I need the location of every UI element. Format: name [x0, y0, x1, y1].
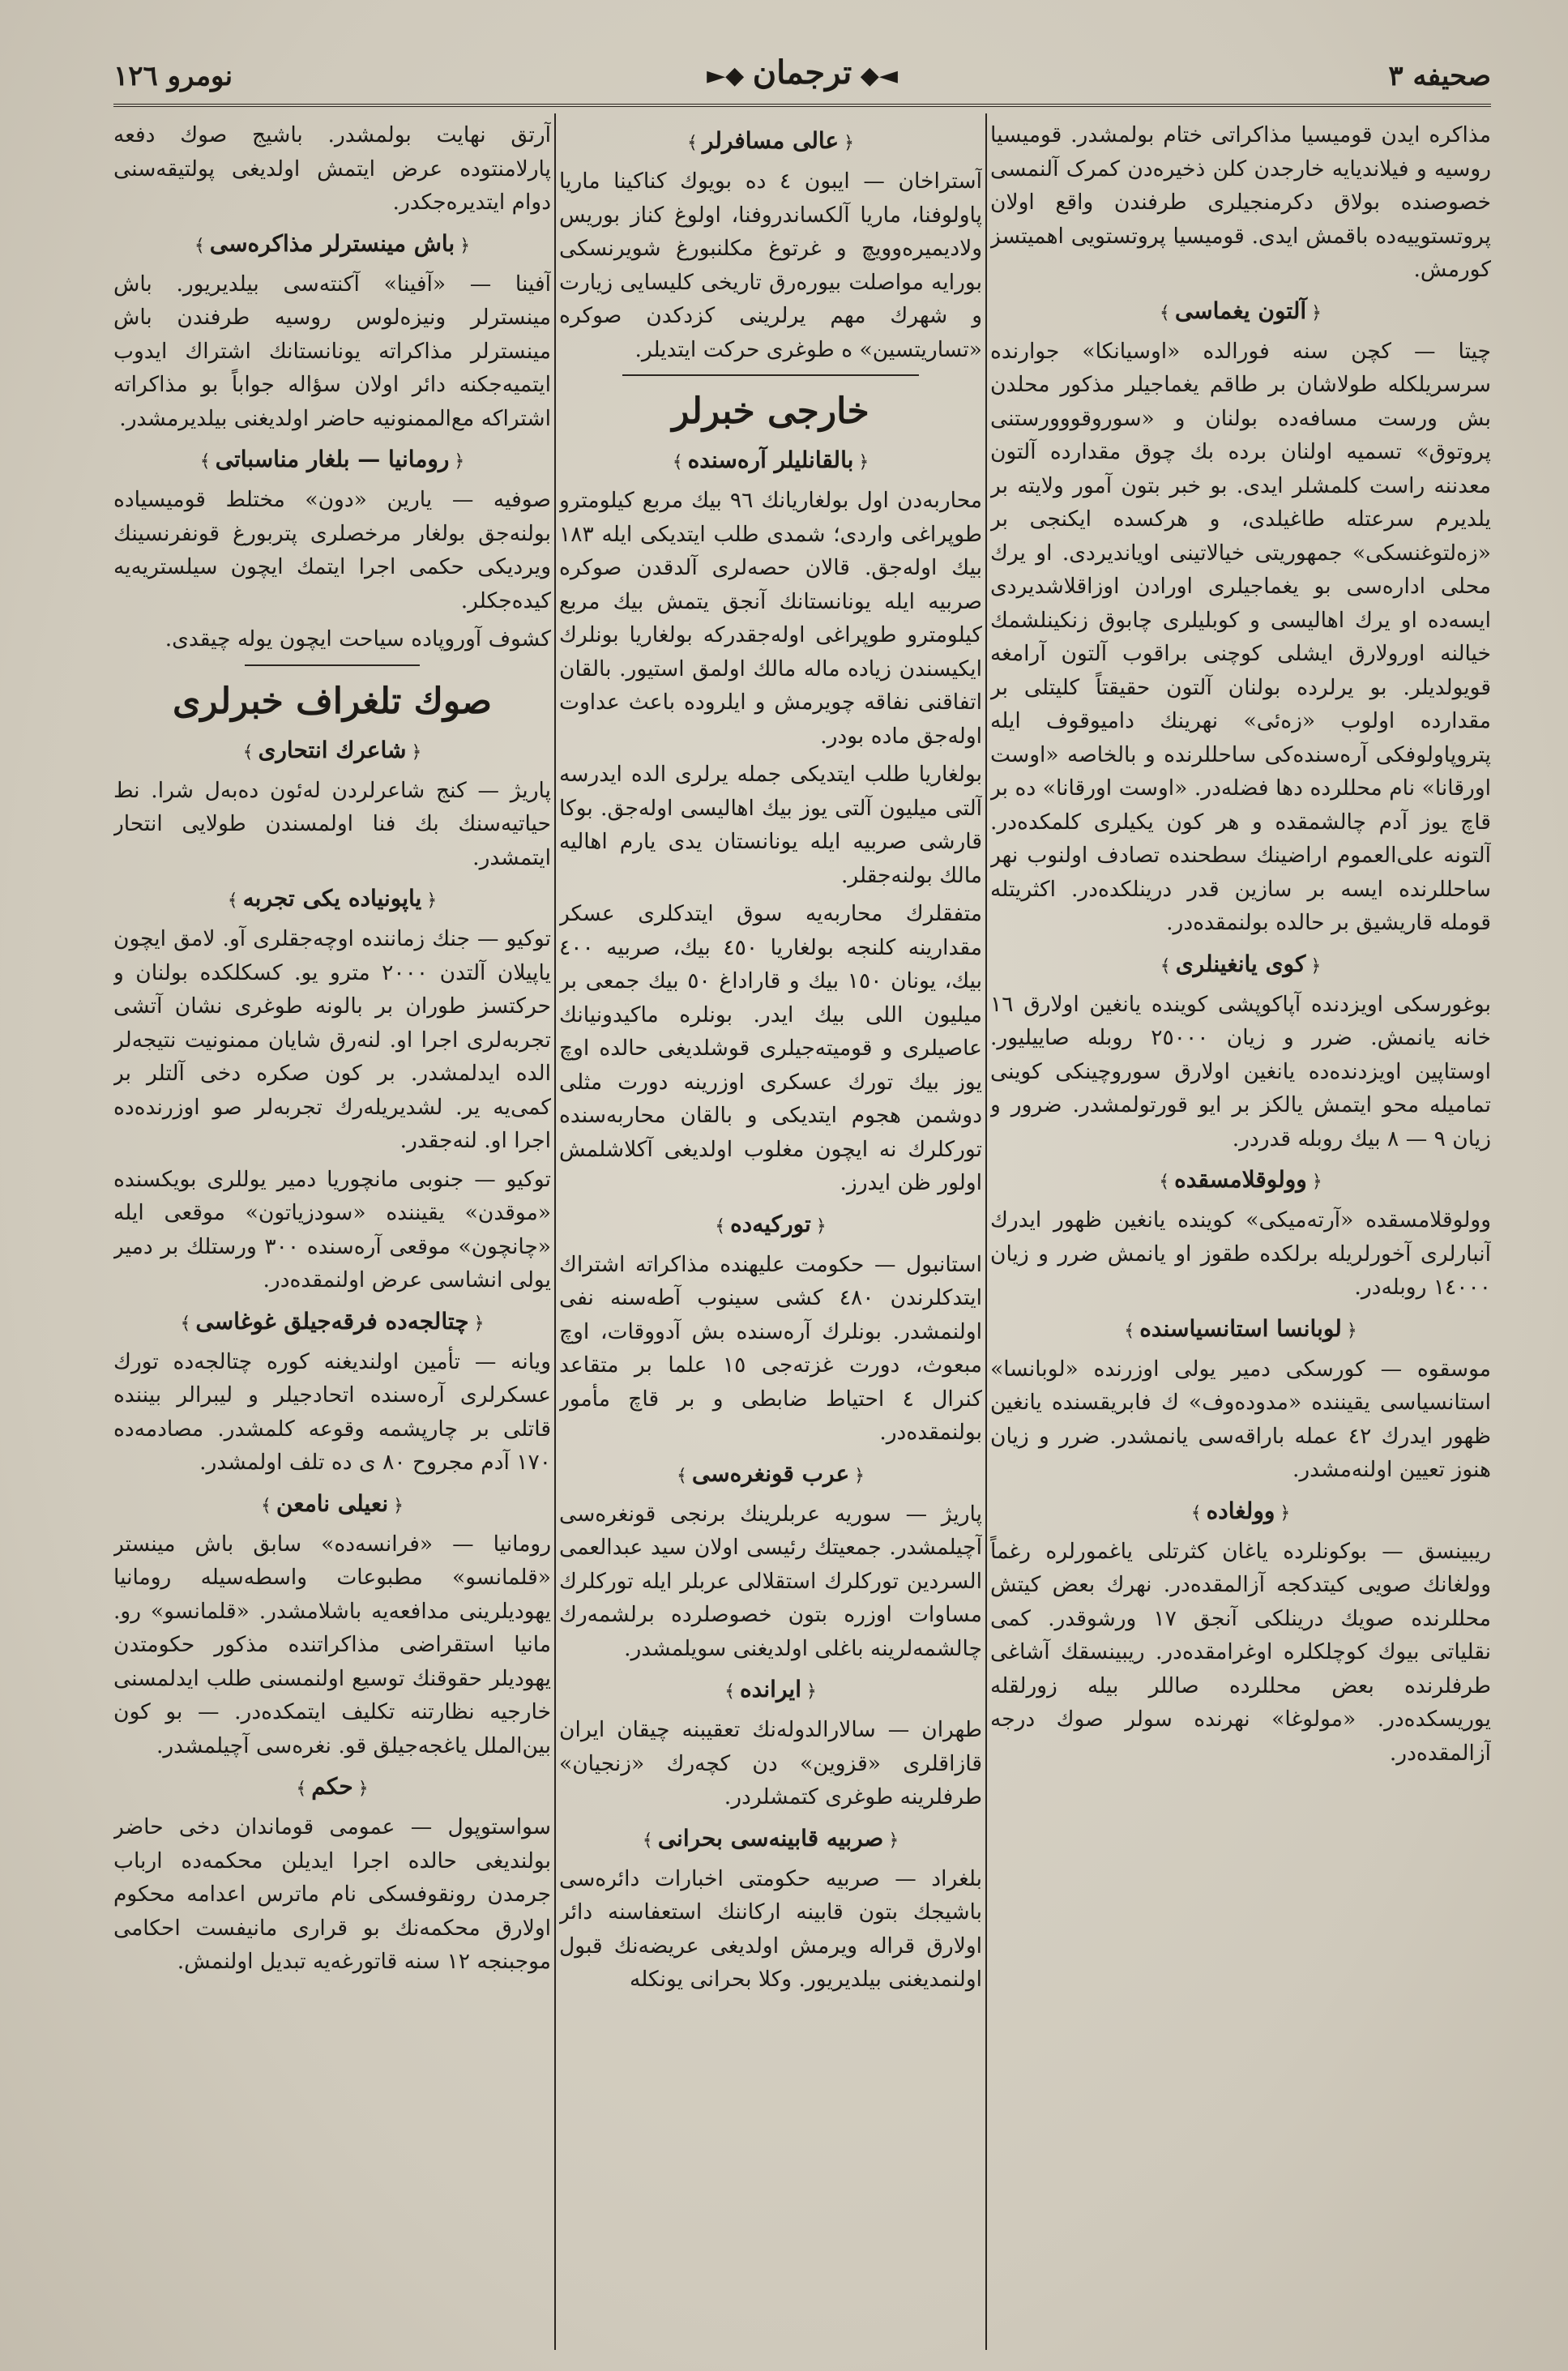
article-text: آستراخان — ایبون ٤ ده بویوك کنا‌کینا ماریا پاولوفنا، ماریا آلکساندروفنا، اولوغ کناز بوریس ولادیمیرەوویچ و غرتوغ مکلنبورغ شویرنسکی بورایه مواصلت بیورەرق تاریخی کلیسایی زیارت و شهرك مهم یرلرینی کزدکدن صوکره «تساریتسین» ه طوغری حرکت ایتدیلر. — [559, 169, 982, 362]
ornament-icon: ◄◆ — [852, 62, 898, 90]
section-heading: ﴿وولوقلامسقده﴾ — [1159, 1166, 1322, 1193]
column-right — [990, 118, 1491, 2347]
telegraph-news-heading: صوك تلغراف خبرلری — [172, 680, 493, 722]
article-text: توکیو — جنوبی مانچوریا دمیر یوللری بویکسنده «موقدن» یقیننده «سودزیاتون» موقعی ایله «چانچون» موقعی آرەسنده ٣٠٠ ورستلك بر دمیر یولی انشاسی عرض اولنمقده‌در. — [113, 1166, 551, 1292]
article-text: آرتق نهایت بولمشدر. باشیج صوك دفعه پارلامنتوده عرض ایتمش اولدیغی پولتیقەسنی دوام ایتدیره‌جکدر. — [113, 122, 551, 215]
header-rule — [113, 104, 1491, 107]
section-heading: ﴿حکم﴾ — [296, 1773, 369, 1800]
section-divider — [622, 374, 918, 376]
article-text: سواستوپول — عمومی قوماندان دخی حاضر بولندیغی حالده اجرا ایدیلن محکمه‌ده ارباب جرمدن رونقوفسکی نام ماترس اعدامه محکوم اولارق محکمه‌نك بو قراری مانیفست احکامی موجبنجه ١٢ سنه قاتورغه‌یه تبدیل اولنمش. — [113, 1814, 551, 1974]
section-heading: ﴿عالی مسافرلر﴾ — [687, 127, 854, 154]
section-divider — [245, 664, 420, 666]
article-text: محاربەدن اول بولغاریانك ٩٦ بیك مربع کیلومترو طوپراغی واردی؛ شمدی طلب ایتدیکی ایله ١٨٣ بیك اولەجق. قالان حصەلری آلدقدن صوکره صربیه ایله یونانستانك آنجق یتمش بیك مربع کیلومترو طوپراغی اولەجقدرکه بولغاریا بونلرك ایکیسندن زیاده ماله مالك اولمق استیور. بالقان اتفاقنی نفاقه چویرمش و ایلروده باعث عداوت اولەجق ماده بودر. — [559, 488, 982, 749]
section-heading: ﴿یاپونیاده یکی تجربه﴾ — [227, 885, 438, 912]
section-heading: ﴿باش مینسترلر مذاکرەسی﴾ — [194, 229, 471, 257]
article-text: چیتا — کچن سنه فورالده «اوسیانکا» جوارنده سرسریلکله طولاشان بر طاقم یغماجیلر مذکور محلدن بش ورست مسافه‌ده بولنان و «سوروقووورستنی پروتوق» تسمیه اولنان برده بك چوق مقدارده آلتون معدننه راست کلمشلر ایدی. بو خبر بتون آمور ولایته بر یلدیرم سرعتله طاغیلدی، و هرکسده ایکنجی بر «زەلتوغنسکی» جمهوریتی خیالاتینی اویاندیردی. او یرك محلی ادارەسی بو یغماجیلری اورادن اوزاقلاشدیردی ایسه‌ده او یرك اهالیسی و کوبلیلری چابوق زنکینلشمك خیالنه اورولارق ایشلی کوچنی براقوب آلتون آرامغه قویولدیلر. بو یرلرده بولنان آلتون حقیقتاً کلیتلی بر مقدارده اولوب «زەئی» نهرینك دامیوقوف ایله پتروپاولوفکی آرەسندەکی ساحللرنده و بالخاصه «اوست اورقانا» نام محللرده دها فضله‌در. «اوست اورقانا» ده بر قاچ یوز آدم چالشمقده و هر کون یکیلری کلمکده‌در. آلتونه علی‌العموم اراضینك سطحنده تصادف اولنوب نهر ساحللرنده ایسه بر سازین قدر درینلکده‌در. اکثریتله قومله قاریشیق بر حالده بولنمقده‌در. — [990, 338, 1491, 935]
article-text: کشوف آوروپاده سیاحت ایچون یوله چیقدی. — [164, 626, 551, 651]
column-middle — [559, 118, 982, 2347]
ornament-icon: ◆► — [707, 62, 753, 90]
section-heading: ﴿شاعرك انتحاری﴾ — [242, 736, 422, 763]
foreign-news-heading: خارجی خبرلر — [672, 391, 869, 432]
article-text: توکیو — جنك زماننده اوچه‌جقلری آو. لامق ایچون یاپیلان آلتدن ٢٠٠٠ مترو یو. کسکلکده بولنان و حرکتسز طوران بر بالونه طوغری نشان آتشی تجربەلری اجرا او. لنه‌رق شایان ممنونیت نتیجه‌لر الده ایدلمشدر. بر کون صکره دخی آلتلر بر کمی‌یه یر. لشدیریلەرك تجربه‌لر صو اوزرنده‌ده اجرا او. لنه‌جقدر. — [113, 926, 551, 1153]
section-heading: ﴿کوی یانغینلری﴾ — [1160, 950, 1322, 977]
section-heading: ﴿عرب قونغرەسی﴾ — [676, 1459, 865, 1487]
column-divider — [985, 113, 987, 2350]
article-text: ریبینسق — بوکونلرده یاغان کثرتلی یاغمورلره رغماً وولغانك صویی کیتدکجه آزالمقده‌در. نهرك بعض کیتش محللرنده صویك درینلکی آنجق ١٧ ورشوقدر. کمی نقلیاتی بیوك کوچلکلره اوغرامقده‌در. ریبینسقك آشاغی طرفلرنده بعض محللرده صاللر بیله زورلقله یوریسکده‌در. «مولوغا» نهرنده سولر صوك درجه آزالمقده‌در. — [990, 1538, 1491, 1766]
section-heading: ﴿ایرانده﴾ — [724, 1676, 817, 1702]
article-text: پاریژ — سوریه عربلرینك برنجی قونغره‌سی آچیلمشدر. جمعیتك رئیسی اولان سید عبدالعمی السردین تورکلرك استقلالی عربلر ایله تورکلرك مساوات اوزره بتون خصوصلرده برلشمه‌رك چا‌لشمه‌لرینه باغلی اولدیغنی سویلمشدر. — [559, 1501, 982, 1661]
section-heading: ﴿وولغاده﴾ — [1190, 1497, 1291, 1524]
article-text: وولوقلامسقده «آرتەمیکی» کوینده یانغین ظهور ایدرك آنبارلری آخورلریله برلکده طقوز او یانمش ضرر و زیان ١٤٠٠٠ روبله‌در. — [990, 1207, 1491, 1300]
page-number: صحیفه ٣ — [1388, 60, 1491, 92]
article-text: رومانیا — «فرانسه‌ده» سابق باش مینستر «قلمانسو» مطبوعات واسطه‌سیله رومانیا یهودیلرینی مدافعه‌یه باشلامشدر. «قلمانسو» رو. مانیا استقراضی مذاکراتنده مذکور حکومتدن یهودیلر حقوقنك توسیع اولنمسنی طلب ایدلمسنی خارجیه نظارتنه تکلیف ایتمکده‌در. — بو کون بین‌الملل یاغجه‌جیلق قو. نغرەسی آچیلمشدر. — [113, 1531, 551, 1758]
article-text: بلغراد — صربیه حکومتی اخبارات دائرەسی باشیجك بتون قابینه ارکاننك استعفاسنه دائر اولارق قراله ویرمش اولدیغی عریضەنك قبول اولنمدیغنی بیلدیریور. وکلا بحرانی یونکله — [559, 1865, 982, 1992]
article-text: صوفیه — یارین «دون» مختلط قومیسیاده بولنه‌جق بولغار مرخصلری پتربورغ قونفرنسینك ویردیکی حکمی اجرا ایتمك ایچون سیلستریه‌یه کیده‌جکلر. — [113, 487, 551, 613]
article-text: متفقلرك محاربه‌یه سوق ایتدکلری عسکر مقدارینه کلنجه بولغاریا ٤٥٠ بیك، صربیه ٤٠٠ بیك، یونان ١٥٠ بیك و قاراداغ ٥٠ بیك جمعی بر میلیون اللی بیك ایدر. بونلره ماکیدونیانك عاصیلری و قومیته‌جیلری قوشلدیغی حالده اوچ یوز بیك تورك عسکری اوزرینه دورت مثلی دوشمن هجوم ایتدیکی و بالقان محاربه‌سنده تورکلرك نه ایچون مغلوب اولدیغی آکلاشلمش اولور ظن ایدرز. — [559, 901, 982, 1195]
column-divider — [554, 113, 556, 2350]
paper-title — [707, 53, 898, 92]
section-heading: ﴿بالقانلیلر آرەسنده﴾ — [672, 446, 869, 473]
section-heading: ﴿رومانیا — بلغار مناسباتی﴾ — [199, 446, 465, 472]
article-text: موسقوه — کورسکی دمیر یولی اوزرنده «لوبانسا» استانسیاسی یقیننده «مدوده‌وف» ك فابریقسنده یانغین ظهور ایدرك ٤٢ عمله بارا‌قەسی یانمشدر. ضرر و زیان هنوز تعیین اولنه‌مشدر. — [990, 1356, 1491, 1482]
column-left — [113, 118, 551, 2347]
section-heading: ﴿تورکیه‌ده﴾ — [715, 1210, 827, 1237]
section-heading: ﴿لوبانسا استانسیاسنده﴾ — [1124, 1314, 1357, 1342]
article-text: طهران — سالارالدولەنك تعقیبنه چیقان ایران قازاقلری «قزوین» دن کچه‌رك «زنجیان» طرفلرینه طوغری کتمشلردر. — [559, 1717, 982, 1809]
article-text: استانبول — حکومت علیهنده مذاکراته اشتراك ایتدکلرندن ٤٨٠ کشی سینوب آطه‌سنه نفی اولنمشدر. بونلرك آرەسنده بش آدووقات، اوچ مبعوث، دورت غزته‌جی ١٥ علما بر متقاعد کنرال ٤ احتیاط ضابطی و بر قاچ مأمور بولنمقده‌در. — [559, 1251, 982, 1445]
section-heading: ﴿نعیلی نامعن﴾ — [260, 1489, 404, 1517]
article-text: بوغورسکی اویزدنده آپاکوپشی کوینده یانغین اولارق ١٦ خانه یانمش. ضرر و زیان ٢٥٠٠٠ روبله صاییلیور. اوستاپین اویزدنده‌ده یانغین اولارق سوروچینکی کوینی تمامیله محو ایتمش یالکز بر ایو قورتولمشدر. ضرور و زیان ٩ — ٨ بیك روبله قدردر. — [990, 991, 1491, 1151]
article-text: مذاکره ایدن قومیسیا مذاکراتی ختام بولمشدر. قومیسیا روسیه و فیلاندیایه خارجدن کلن ذخیره‌دن کمرک آلنمسی خصوصنده بولاق دکرمنجیلری طرفندن واقع اولان پروتستوییه‌ده باقمش ایدی. قومیسیا پروتستویی اهمیتسز کورمش. — [990, 122, 1491, 282]
issue-number: نومرو ١٢٦ — [113, 60, 233, 92]
article-text: پاریژ — کنج شاعرلردن لەئون ده‌بەل شرا. نط حیاتیه‌سنك بك فنا اولمسندن طولایی انتحار ایتمشدر. — [113, 777, 551, 870]
paper-name: ترجمان — [752, 53, 852, 92]
article-text: ویانه — تأمین اولندیغنه کوره چتالجه‌ده تورك عسکرلری آرەسنده اتحادجیلر و لیبرالر بیننده قاتلی بر چارپشمه وقوعه کلمشدر. مصادمه‌ده ١٧٠ آدم مجروح ٨٠ ی ده تلف اولمشدر. — [113, 1348, 551, 1475]
section-heading: ﴿آلتون یغماسی﴾ — [1159, 297, 1322, 324]
section-heading: ﴿صربیه قابینەسی بحرانی﴾ — [642, 1824, 899, 1852]
section-heading: ﴿چتالجه‌ده فرقه‌جیلق غوغاسی﴾ — [180, 1307, 485, 1335]
article-text: بولغاریا طلب ایتدیکی جمله یرلری الده ایدرسه آلتی میلیون آلتی یوز بیك اهالیسی اولەجق. بوکا قارشی صربیه ایله یونانستان یدی یارم اهالیه مالك بولنه‌جقلر. — [559, 762, 982, 888]
article-text: آفینا — «آفینا» آکنته‌سی بیلدیریور. باش مینسترلر ونیزەلوس روسیه طرفندن باش مینسترلر مذاکراته یونانستانك اشتراك ایدوب ایتمیه‌جکنه دائر اولان سؤاله جواباً بو مذاکراته اشتراکه مع‌الممنونیه حاضر اولدیغنی بیلدیرمشدر. — [113, 271, 551, 431]
